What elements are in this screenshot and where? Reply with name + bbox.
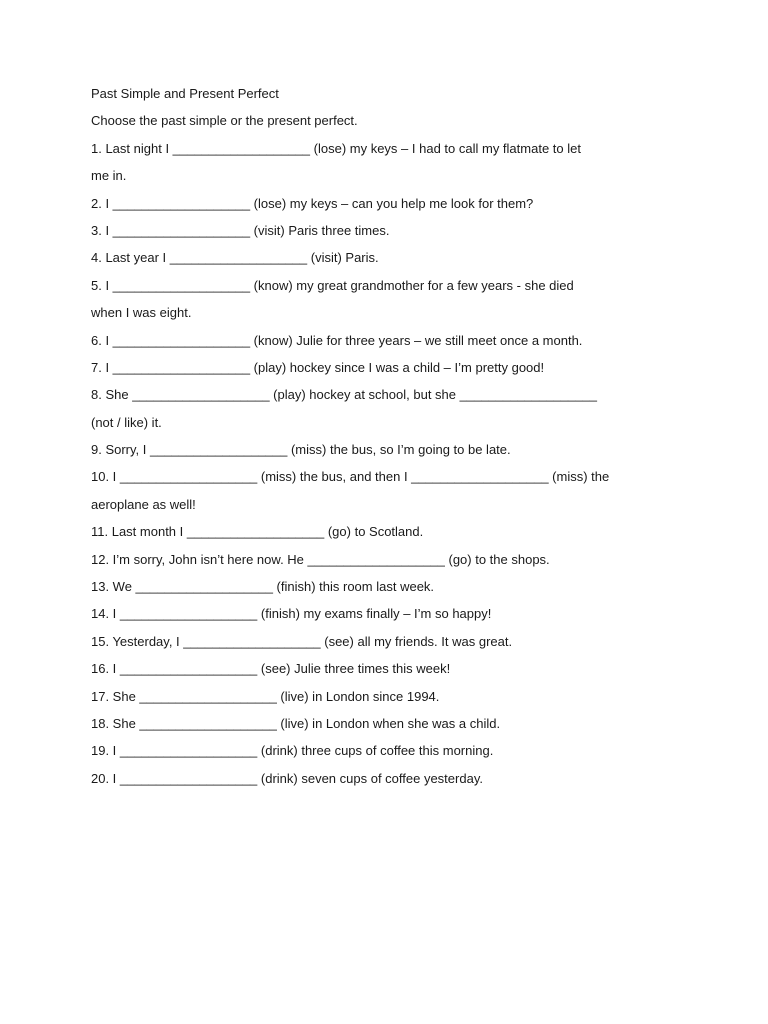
exercise-line: 14. I ___________________ (finish) my exams finally – I’m so happy! bbox=[91, 606, 492, 622]
exercise-line: 18. She ___________________ (live) in London when she was a child. bbox=[91, 715, 501, 731]
exercise-line: 2. I ___________________ (lose) my keys – can you help me look for them? bbox=[91, 195, 534, 211]
exercise-line: 19. I ___________________ (drink) three cups of coffee this morning. bbox=[91, 743, 494, 759]
exercise-line: 12. I’m sorry, John isn’t here now. He ___________________ (go) to the shops. bbox=[91, 551, 550, 567]
exercise-line: 10. I ___________________ (miss) the bus, and then I ___________________ (miss) the bbox=[91, 469, 610, 485]
exercise-line: when I was eight. bbox=[91, 305, 192, 321]
exercise-line: 6. I ___________________ (know) Julie for three years – we still meet once a month. bbox=[91, 332, 583, 348]
exercise-line: aeroplane as well! bbox=[91, 496, 196, 512]
exercise-line: 16. I ___________________ (see) Julie three times this week! bbox=[91, 661, 451, 677]
exercise-line: 3. I ___________________ (visit) Paris three times. bbox=[91, 222, 390, 238]
exercise-line: 7. I ___________________ (play) hockey since I was a child – I’m pretty good! bbox=[91, 359, 545, 375]
exercise-line: 1. Last night I ___________________ (lose) my keys – I had to call my flatmate to let bbox=[91, 140, 581, 156]
exercise-line: 8. She ___________________ (play) hockey at school, but she ___________________ bbox=[91, 387, 597, 403]
exercise-line: 20. I ___________________ (drink) seven cups of coffee yesterday. bbox=[91, 770, 483, 786]
worksheet-instructions: Choose the past simple or the present perfect. bbox=[91, 113, 358, 129]
exercise-line: 13. We ___________________ (finish) this room last week. bbox=[91, 579, 435, 595]
exercise-line: me in. bbox=[91, 168, 127, 184]
exercise-line: 17. She ___________________ (live) in London since 1994. bbox=[91, 688, 440, 704]
worksheet-page bbox=[91, 84, 611, 796]
worksheet-title: Past Simple and Present Perfect bbox=[91, 86, 279, 101]
exercise-line: (not / like) it. bbox=[91, 414, 162, 430]
exercise-line: 15. Yesterday, I ___________________ (see) all my friends. It was great. bbox=[91, 633, 513, 649]
exercise-line: 4. Last year I ___________________ (visit) Paris. bbox=[91, 250, 379, 266]
exercise-line: 5. I ___________________ (know) my great grandmother for a few years - she died bbox=[91, 277, 574, 293]
exercise-line: 9. Sorry, I ___________________ (miss) the bus, so I’m going to be late. bbox=[91, 442, 511, 458]
exercise-line: 11. Last month I ___________________ (go) to Scotland. bbox=[91, 524, 424, 540]
